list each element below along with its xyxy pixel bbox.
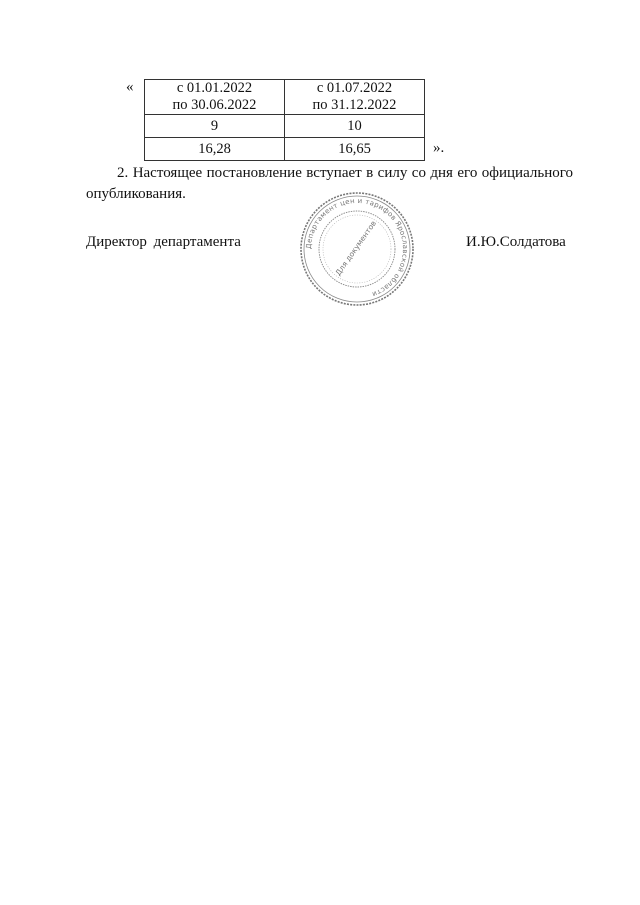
paragraph-line: 2. Настоящее постановление вступает в силу со дня его официального — [117, 165, 573, 181]
closing-quote: ». — [433, 140, 445, 156]
table-row — [145, 138, 425, 161]
table-header-cell — [285, 80, 425, 115]
rates-table — [144, 79, 425, 161]
stamp-center-text: Для документов — [333, 218, 379, 278]
table-cell: 16,28 — [145, 138, 285, 161]
table-header-row — [145, 80, 425, 115]
header-line: с 01.07.2022 — [316, 80, 393, 96]
paragraph-line: опубликования. — [86, 186, 186, 202]
signer-name: И.Ю.Солдатова — [466, 234, 566, 250]
table-cell: 10 — [285, 115, 425, 138]
table-cell: 16,65 — [285, 138, 425, 161]
table-header-cell — [145, 80, 285, 115]
header-line: с 01.01.2022 — [176, 80, 253, 96]
signer-title: Директор департамента — [86, 234, 241, 250]
table-row — [145, 115, 425, 138]
official-seal-stamp — [298, 190, 416, 308]
header-line: по 30.06.2022 — [172, 97, 257, 113]
stamp-ring-text: Департамент цен и тарифов Ярославской области — [304, 196, 410, 299]
header-line: по 31.12.2022 — [312, 97, 397, 113]
opening-quote: « — [126, 79, 134, 95]
table-cell: 9 — [145, 115, 285, 138]
